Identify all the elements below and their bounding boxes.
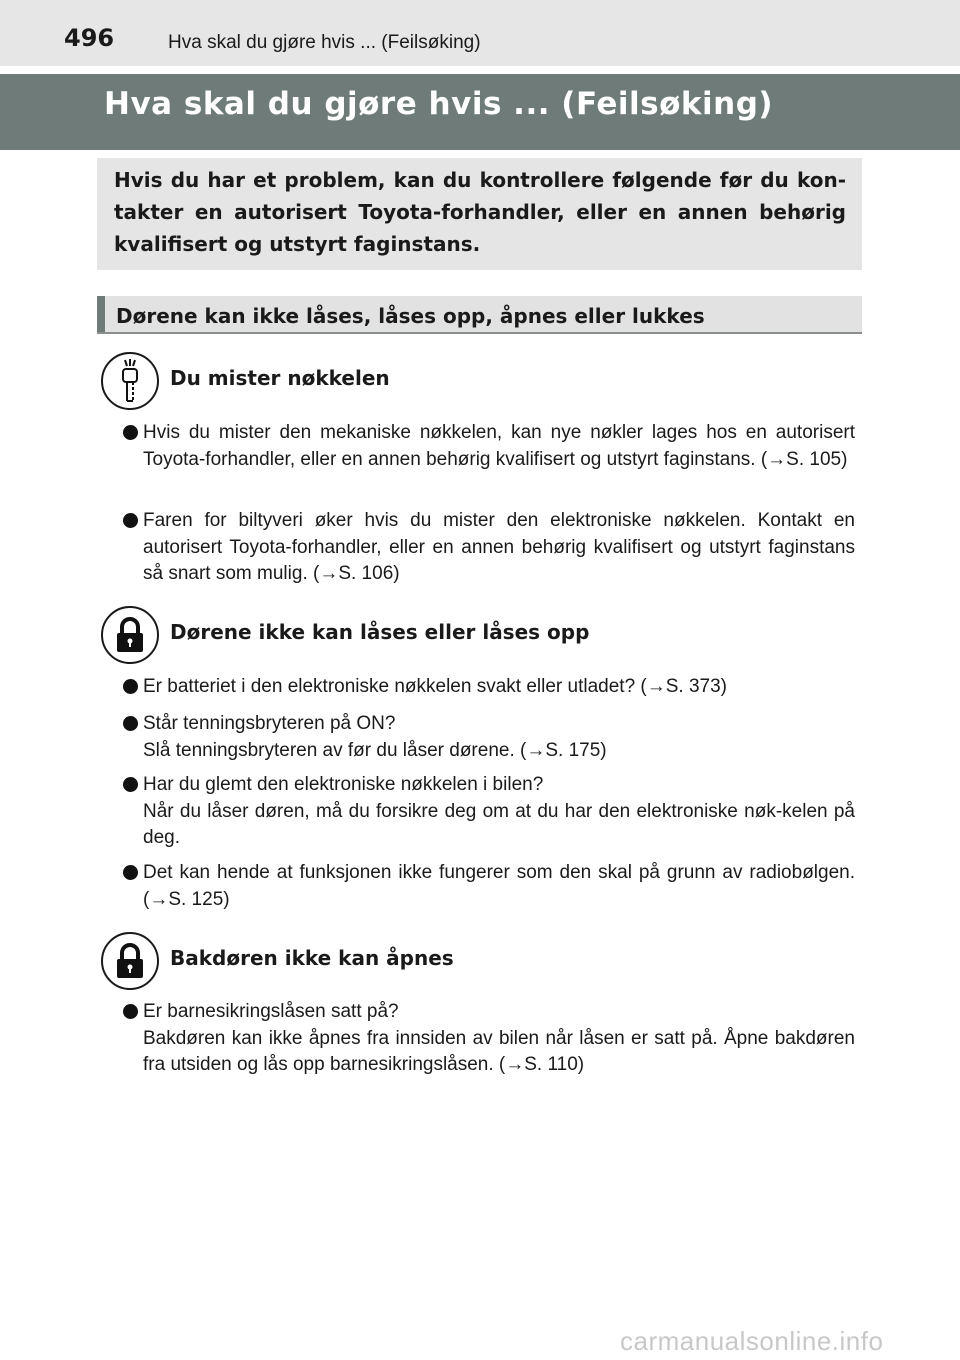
- intro-text: Hvis du har et problem, kan du kontrollere følgende før du kon-takter en autorisert Toyota-forhandler, eller en annen behørig kvalifisert og utstyrt faginstans.: [114, 168, 846, 256]
- item-line: Når du låser døren, må du forsikre deg om at du har den elektroniske nøk-kelen på deg.: [143, 800, 855, 848]
- list-item: Hvis du mister den mekaniske nøkkelen, kan nye nøkler lages hos en autorisert Toyota-forhandler, eller en annen behørig kvalifisert og utstyrt faginstans. (→S. 105): [143, 422, 855, 470]
- key-icon: [101, 352, 159, 410]
- running-head: Hva skal du gjøre hvis ... (Feilsøking): [168, 32, 481, 53]
- list-item: [143, 674, 855, 701]
- list-item: [143, 999, 855, 1079]
- bullet-icon: [123, 777, 138, 792]
- page-title: Hva skal du gjøre hvis ... (Feilsøking): [104, 86, 774, 122]
- bullet-icon: [123, 865, 138, 880]
- item-line: Er barnesikringslåsen satt på?: [143, 1001, 399, 1022]
- list-item: [143, 711, 855, 764]
- list-item: Faren for biltyveri øker hvis du mister den elektroniske nøkkelen. Kontakt en autorisert Toyota-forhandler, eller en annen behørig kvalifisert og utstyrt faginstans så snart som mulig. (→S. 106): [143, 510, 855, 584]
- item-line: Er batteriet i den elektroniske nøkkelen svakt eller utladet? (→S. 373): [143, 676, 728, 697]
- page-number: 496: [64, 24, 115, 52]
- bullet-icon: [123, 425, 138, 440]
- padlock-icon: [101, 606, 159, 664]
- item-line: Slå tenningsbryteren av før du låser dørene. (→S. 175): [143, 739, 607, 761]
- padlock-icon: [101, 932, 159, 990]
- section-accent: [97, 296, 105, 332]
- bullet-icon: [123, 716, 138, 731]
- list-item: [143, 772, 855, 852]
- subsection-title: Bakdøren ikke kan åpnes: [170, 946, 454, 970]
- item-line: Bakdøren kan ikke åpnes fra innsiden av bilen når låsen er satt på. Åpne bakdøren fra utsiden og lås opp barnesikringslåsen. (→S. 110): [143, 1027, 855, 1075]
- item-line: Det kan hende at funksjonen ikke fungerer som den skal på grunn av radiobølgen. (→S. 125): [143, 862, 855, 910]
- list-item: [143, 860, 855, 913]
- item-line: Har du glemt den elektroniske nøkkelen i bilen?: [143, 774, 544, 795]
- bullet-icon: [123, 513, 138, 528]
- subsection-title: Dørene ikke kan låses eller låses opp: [170, 620, 590, 644]
- item-line: Står tenningsbryteren på ON?: [143, 713, 396, 734]
- bullet-icon: [123, 1004, 138, 1019]
- subsection-title: Du mister nøkkelen: [170, 366, 390, 390]
- watermark: carmanualsonline.info: [620, 1326, 884, 1356]
- section-title: Dørene kan ikke låses, låses opp, åpnes eller lukkes: [116, 304, 705, 328]
- bullet-icon: [123, 679, 138, 694]
